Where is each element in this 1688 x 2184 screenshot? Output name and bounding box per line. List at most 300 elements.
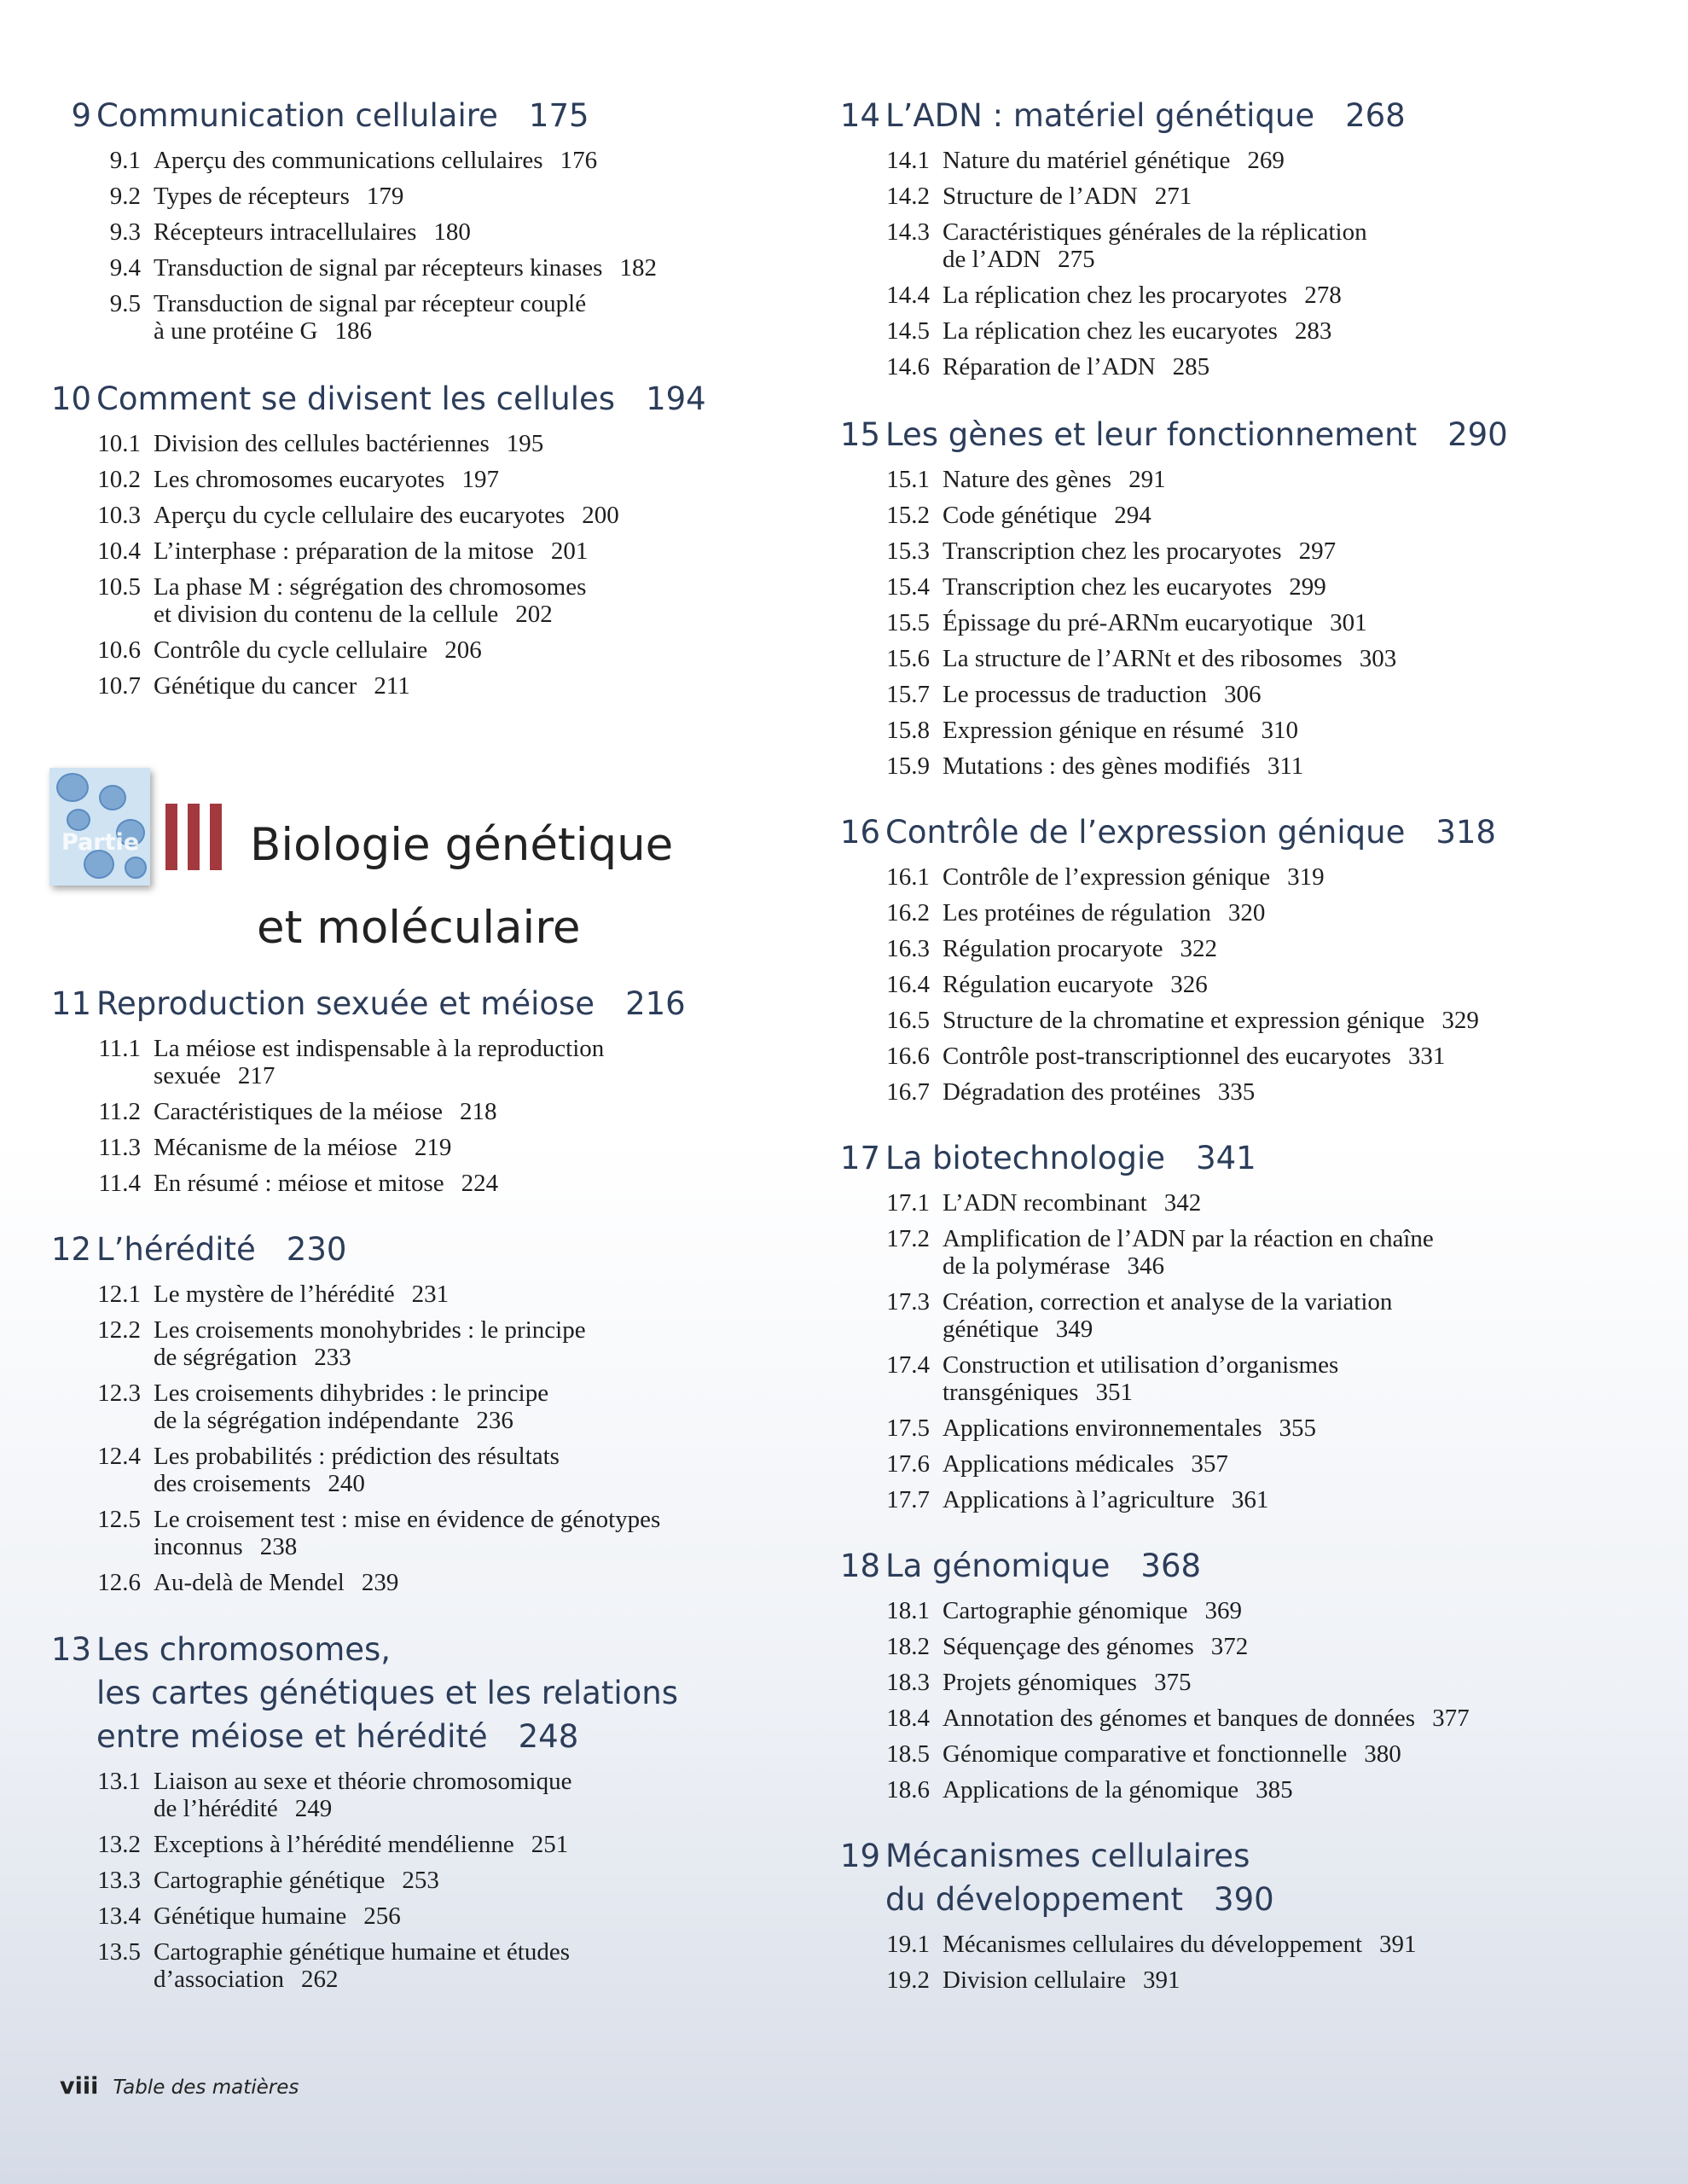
section-page: 310 <box>1261 717 1299 744</box>
section-number: 9.4 <box>109 254 141 282</box>
section-item[interactable] <box>819 147 1406 174</box>
section-page: 355 <box>1279 1414 1316 1442</box>
chapter-title: Mécanismes cellulaires <box>885 1838 1250 1874</box>
chapter-page: 368 <box>1140 1548 1202 1584</box>
section-page: 320 <box>1227 899 1266 926</box>
section-page: 240 <box>328 1470 365 1497</box>
section-item[interactable] <box>30 254 657 282</box>
chapter-15 <box>819 413 1508 788</box>
section-title: Cartographie génétique humaine et études <box>154 1938 570 1966</box>
section-title: Applications à l’agriculture <box>943 1486 1215 1513</box>
section-item[interactable] <box>30 1035 686 1089</box>
chapter-17 <box>819 1136 1434 1522</box>
chapter-heading[interactable] <box>30 94 657 137</box>
section-title: Récepteurs intracellulaires <box>154 218 417 246</box>
section-page: 176 <box>560 147 598 174</box>
section-item[interactable] <box>819 645 1508 672</box>
section-number: 11.4 <box>98 1170 141 1197</box>
section-number: 18.1 <box>886 1597 930 1624</box>
chapter-heading[interactable] <box>819 810 1496 854</box>
section-title-continued: de la ségrégation indépendante <box>154 1407 460 1434</box>
section-item[interactable] <box>819 681 1508 708</box>
section-page: 351 <box>1095 1379 1133 1406</box>
chapter-heading[interactable] <box>30 982 686 1025</box>
section-item[interactable] <box>819 1189 1434 1217</box>
chapter-title: La biotechnologie <box>885 1140 1166 1176</box>
chapter-14 <box>819 94 1406 389</box>
section-title: Mécanismes cellulaires du développement <box>943 1931 1363 1958</box>
section-number: 14.4 <box>886 282 930 309</box>
section-page: 211 <box>374 672 410 700</box>
section-number: 15.5 <box>886 609 930 636</box>
section-title: Régulation eucaryote <box>943 971 1154 998</box>
section-item[interactable] <box>30 1938 678 1993</box>
section-title: Aperçu du cycle cellulaire des eucaryotes <box>154 502 566 529</box>
section-list <box>30 147 657 345</box>
section-page: 180 <box>433 218 471 246</box>
section-page: 301 <box>1330 609 1367 636</box>
section-title: Structure de l’ADN <box>943 183 1138 210</box>
section-item[interactable] <box>819 317 1406 345</box>
section-title: Division cellulaire <box>943 1966 1127 1994</box>
chapter-12 <box>30 1228 660 1605</box>
section-number: 17.2 <box>886 1225 930 1252</box>
section-item[interactable] <box>819 1288 1434 1343</box>
part-title-line2: et moléculaire <box>257 902 581 954</box>
section-item[interactable] <box>30 1134 686 1161</box>
section-title: Transcription chez les procaryotes <box>943 537 1282 565</box>
section-item[interactable] <box>30 1831 678 1858</box>
section-item[interactable] <box>30 183 657 210</box>
section-page: 182 <box>619 254 657 282</box>
section-number: 17.3 <box>886 1288 930 1316</box>
section-title: Séquençage des génomes <box>943 1633 1194 1660</box>
section-title: La réplication chez les procaryotes <box>943 282 1288 309</box>
section-number: 18.3 <box>886 1669 930 1696</box>
section-item[interactable] <box>30 1768 678 1822</box>
section-page: 357 <box>1191 1450 1228 1478</box>
section-item[interactable] <box>30 537 706 565</box>
section-item[interactable] <box>819 218 1406 273</box>
section-item[interactable] <box>30 1867 678 1894</box>
section-title-continued: de l’ADN <box>943 246 1041 273</box>
section-title: Code génétique <box>943 502 1098 529</box>
section-page: 197 <box>461 466 499 493</box>
section-title: Cartographie génomique <box>943 1597 1188 1624</box>
section-page: 236 <box>476 1407 513 1434</box>
section-number: 16.2 <box>886 899 930 926</box>
section-title: Applications de la génomique <box>943 1776 1239 1804</box>
section-page: 217 <box>237 1062 276 1089</box>
section-item[interactable] <box>819 1633 1470 1660</box>
section-number: 18.4 <box>886 1705 930 1732</box>
chapter-16 <box>819 810 1496 1114</box>
part-banner <box>49 768 783 964</box>
chapter-number: 9 <box>71 97 91 134</box>
section-item[interactable] <box>819 1225 1434 1280</box>
section-page: 297 <box>1298 537 1337 565</box>
section-page: 233 <box>314 1344 351 1371</box>
section-number: 9.2 <box>109 183 141 210</box>
section-page: 391 <box>1379 1931 1417 1958</box>
section-title: Liaison au sexe et théorie chromosomique <box>154 1768 572 1795</box>
section-number: 16.6 <box>886 1043 930 1070</box>
section-number: 15.3 <box>886 537 930 565</box>
section-item[interactable] <box>819 282 1406 309</box>
section-page: 269 <box>1247 147 1285 174</box>
section-number: 17.7 <box>886 1486 930 1513</box>
section-title: Épissage du pré-ARNm eucaryotique <box>943 609 1314 636</box>
chapter-9 <box>30 94 657 353</box>
section-number: 13.2 <box>97 1831 141 1858</box>
section-item[interactable] <box>819 1414 1434 1442</box>
chapter-title-line2: du développement <box>885 1881 1184 1918</box>
section-number: 9.3 <box>109 218 141 246</box>
section-title: Projets génomiques <box>943 1669 1137 1696</box>
section-page: 253 <box>402 1867 439 1894</box>
chapter-page: 290 <box>1447 416 1508 453</box>
section-number: 13.4 <box>97 1902 141 1930</box>
section-list <box>819 1189 1434 1513</box>
section-title: Les protéines de régulation <box>943 899 1211 926</box>
section-page: 283 <box>1294 317 1332 345</box>
chapter-title: Les gènes et leur fonctionnement <box>885 416 1418 453</box>
section-number: 9.1 <box>109 147 141 174</box>
chapter-number: 11 <box>50 985 91 1022</box>
chapter-title: La génomique <box>885 1548 1111 1584</box>
section-number: 12.6 <box>97 1569 141 1596</box>
section-page: 206 <box>444 636 482 664</box>
section-item[interactable] <box>819 1078 1496 1106</box>
section-item[interactable] <box>30 1098 686 1125</box>
section-item[interactable] <box>30 636 706 664</box>
section-title-continued: et division du contenu de la cellule <box>154 601 499 628</box>
section-list <box>30 1768 678 1993</box>
section-item[interactable] <box>819 1669 1470 1696</box>
section-page: 391 <box>1143 1966 1180 1994</box>
section-list <box>819 863 1496 1106</box>
section-title: Transcription chez les eucaryotes <box>943 573 1273 601</box>
section-title: Caractéristiques de la méiose <box>154 1098 444 1125</box>
page-number: viii <box>60 2073 99 2100</box>
section-title: Transduction de signal par récepteur couplé <box>154 290 587 317</box>
page-footer <box>60 2073 299 2100</box>
section-item[interactable] <box>819 1740 1470 1768</box>
section-page: 380 <box>1364 1740 1401 1768</box>
section-list <box>819 1931 1417 1994</box>
chapter-11 <box>30 982 686 1205</box>
section-title: Les chromosomes eucaryotes <box>154 466 445 493</box>
section-title: Types de récepteurs <box>154 183 350 210</box>
section-page: 291 <box>1128 466 1166 493</box>
section-page: 195 <box>506 430 544 457</box>
section-page: 326 <box>1170 971 1208 998</box>
section-title: La structure de l’ARNt et des ribosomes <box>943 645 1343 672</box>
chapter-heading[interactable] <box>819 1136 1434 1180</box>
section-item[interactable] <box>819 899 1496 926</box>
section-item[interactable] <box>819 466 1508 493</box>
section-number: 15.8 <box>886 717 930 744</box>
section-title: Réparation de l’ADN <box>943 353 1156 380</box>
section-page: 375 <box>1153 1669 1192 1696</box>
section-page: 275 <box>1058 246 1095 273</box>
section-item[interactable] <box>819 537 1508 565</box>
section-title: Les probabilités : prédiction des résultats <box>154 1443 560 1470</box>
section-number: 15.2 <box>886 502 930 529</box>
chapter-title: Communication cellulaire <box>96 97 498 134</box>
section-title: Aperçu des communications cellulaires <box>154 147 543 174</box>
section-page: 224 <box>461 1170 499 1197</box>
chapter-10 <box>30 377 706 708</box>
chapter-page: 268 <box>1345 97 1406 134</box>
section-number: 10.4 <box>97 537 141 565</box>
section-title: L’ADN recombinant <box>943 1189 1147 1217</box>
chapter-heading[interactable] <box>819 94 1406 137</box>
section-number: 10.2 <box>97 466 141 493</box>
chapter-number: 16 <box>839 814 880 851</box>
section-number: 15.7 <box>886 681 930 708</box>
section-item[interactable] <box>819 717 1508 744</box>
chapter-title-line3: entre méiose et hérédité <box>96 1718 488 1755</box>
chapter-number: 13 <box>50 1631 91 1668</box>
section-item[interactable] <box>30 1569 660 1596</box>
section-title-continued: transgéniques <box>943 1379 1079 1406</box>
section-title: Dégradation des protéines <box>943 1078 1201 1106</box>
section-title: Contrôle du cycle cellulaire <box>154 636 428 664</box>
section-title: Le mystère de l’hérédité <box>154 1281 395 1308</box>
chapter-number: 10 <box>50 380 91 417</box>
chapter-title: L’ADN : matériel génétique <box>885 97 1315 134</box>
chapter-19 <box>819 1834 1417 2002</box>
chapter-title: L’hérédité <box>96 1231 256 1268</box>
chapter-heading[interactable] <box>30 1228 660 1271</box>
chapter-heading[interactable] <box>819 1544 1470 1588</box>
section-title: Contrôle post-transcriptionnel des eucaryotes <box>943 1043 1391 1070</box>
section-page: 278 <box>1304 282 1342 309</box>
section-page: 331 <box>1407 1043 1446 1070</box>
section-item[interactable] <box>30 466 706 493</box>
section-title-continued: des croisements <box>154 1470 311 1497</box>
chapter-title-line2: les cartes génétiques et les relations <box>96 1675 678 1711</box>
section-title: Structure de la chromatine et expression génique <box>943 1007 1425 1034</box>
section-item[interactable] <box>30 1506 660 1560</box>
section-number: 13.5 <box>97 1938 141 1966</box>
section-item[interactable] <box>819 573 1508 601</box>
section-page: 231 <box>411 1281 450 1308</box>
section-item[interactable] <box>30 502 706 529</box>
section-number: 16.3 <box>886 935 930 962</box>
section-item[interactable] <box>819 1486 1434 1513</box>
section-list <box>30 430 706 700</box>
section-page: 329 <box>1441 1007 1479 1034</box>
section-page: 285 <box>1172 353 1210 380</box>
section-title: Mécanisme de la méiose <box>154 1134 397 1161</box>
section-number: 10.6 <box>97 636 141 664</box>
section-title: Contrôle de l’expression génique <box>943 863 1271 891</box>
section-item[interactable] <box>819 1931 1417 1958</box>
section-item[interactable] <box>30 430 706 457</box>
section-item[interactable] <box>30 573 706 628</box>
section-item[interactable] <box>30 147 657 174</box>
chapter-page: 194 <box>646 380 706 417</box>
chapter-number: 14 <box>839 97 880 134</box>
section-item[interactable] <box>819 353 1406 380</box>
section-number: 19.1 <box>886 1931 930 1958</box>
section-page: 238 <box>259 1533 298 1560</box>
chapter-page: 390 <box>1214 1881 1274 1918</box>
section-title: Expression génique en résumé <box>943 717 1244 744</box>
chapter-title: Reproduction sexuée et méiose <box>96 985 595 1022</box>
section-page: 299 <box>1289 573 1326 601</box>
section-item[interactable] <box>30 290 657 345</box>
section-title-continued: sexuée <box>154 1062 221 1089</box>
section-number: 16.1 <box>886 863 930 891</box>
section-number: 16.4 <box>886 971 930 998</box>
section-title: Au-delà de Mendel <box>154 1569 345 1596</box>
part-title-line1: Biologie génétique <box>250 819 674 871</box>
section-page: 303 <box>1359 645 1397 672</box>
section-number: 11.1 <box>98 1035 141 1062</box>
chapter-heading[interactable] <box>819 413 1508 456</box>
section-page: 186 <box>334 317 372 345</box>
section-title: Nature du matériel génétique <box>943 147 1231 174</box>
section-title: Génomique comparative et fonctionnelle <box>943 1740 1348 1768</box>
chapter-number: 15 <box>839 416 880 453</box>
section-title: Division des cellules bactériennes <box>154 430 490 457</box>
section-page: 319 <box>1287 863 1325 891</box>
section-page: 311 <box>1267 752 1304 780</box>
section-page: 346 <box>1127 1252 1164 1280</box>
section-item[interactable] <box>819 935 1496 962</box>
section-item[interactable] <box>30 1316 660 1371</box>
section-item[interactable] <box>819 609 1508 636</box>
section-number: 18.2 <box>886 1633 930 1660</box>
section-item[interactable] <box>819 1450 1434 1478</box>
section-title: Exceptions à l’hérédité mendélienne <box>154 1831 514 1858</box>
section-page: 249 <box>294 1795 333 1822</box>
section-page: 322 <box>1180 935 1217 962</box>
section-item[interactable] <box>30 1902 678 1930</box>
section-number: 15.4 <box>886 573 930 601</box>
chapter-number: 17 <box>839 1140 880 1176</box>
section-item[interactable] <box>30 1443 660 1497</box>
section-item[interactable] <box>819 1043 1496 1070</box>
section-number: 16.5 <box>886 1007 930 1034</box>
chapter-heading[interactable] <box>30 377 706 421</box>
section-item[interactable] <box>819 502 1508 529</box>
section-number: 11.2 <box>98 1098 141 1125</box>
section-item[interactable] <box>819 183 1406 210</box>
section-number: 16.7 <box>886 1078 930 1106</box>
section-title: Construction et utilisation d’organismes <box>943 1351 1339 1379</box>
section-item[interactable] <box>819 863 1496 891</box>
part-title[interactable] <box>250 804 673 969</box>
section-title: Mutations : des gènes modifiés <box>943 752 1250 780</box>
chapter-title: Comment se divisent les cellules <box>96 380 616 417</box>
chapter-heading[interactable] <box>819 1834 1417 1921</box>
section-number: 15.1 <box>886 466 930 493</box>
section-list <box>819 147 1406 380</box>
section-number: 12.4 <box>97 1443 141 1470</box>
section-item[interactable] <box>819 971 1496 998</box>
section-title-continued: de ségrégation <box>154 1344 298 1371</box>
section-number: 12.2 <box>97 1316 141 1344</box>
section-title-continued: inconnus <box>154 1533 243 1560</box>
section-item[interactable] <box>819 1351 1434 1406</box>
section-list <box>819 466 1508 780</box>
section-title: Le croisement test : mise en évidence de génotypes <box>154 1506 661 1533</box>
section-title: Les croisements monohybrides : le principe <box>154 1316 586 1344</box>
section-item[interactable] <box>30 218 657 246</box>
section-title: Caractéristiques générales de la réplication <box>943 218 1367 246</box>
section-number: 14.5 <box>886 317 930 345</box>
section-number: 14.1 <box>886 147 930 174</box>
section-number: 14.3 <box>886 218 930 246</box>
section-number: 18.5 <box>886 1740 930 1768</box>
chapter-13 <box>30 1628 678 2001</box>
section-number: 10.3 <box>97 502 141 529</box>
section-number: 17.4 <box>886 1351 930 1379</box>
section-number: 10.7 <box>97 672 141 700</box>
section-item[interactable] <box>819 1597 1470 1624</box>
section-item[interactable] <box>819 1966 1417 1994</box>
section-item[interactable] <box>819 1705 1470 1732</box>
section-number: 9.5 <box>109 290 141 317</box>
chapter-heading[interactable] <box>30 1628 678 1758</box>
part-thumbnail-image <box>49 768 150 886</box>
section-number: 15.9 <box>886 752 930 780</box>
chapter-title: Contrôle de l’expression génique <box>885 814 1406 851</box>
section-number: 14.6 <box>886 353 930 380</box>
section-item[interactable] <box>30 672 706 700</box>
chapter-page: 248 <box>518 1718 579 1755</box>
chapter-page: 341 <box>1196 1140 1256 1176</box>
section-page: 262 <box>301 1966 339 1993</box>
section-page: 256 <box>363 1902 401 1930</box>
section-title: Génétique humaine <box>154 1902 347 1930</box>
chapter-page: 175 <box>528 97 589 134</box>
section-title: Applications médicales <box>943 1450 1175 1478</box>
section-page: 200 <box>582 502 619 529</box>
section-item[interactable] <box>819 752 1508 780</box>
section-number: 12.3 <box>97 1380 141 1407</box>
section-title: Nature des gènes <box>943 466 1112 493</box>
chapter-page: 216 <box>625 985 686 1022</box>
section-item[interactable] <box>30 1281 660 1308</box>
section-page: 349 <box>1055 1316 1093 1343</box>
section-item[interactable] <box>30 1380 660 1434</box>
section-title-continued: à une protéine G <box>154 317 318 345</box>
part-thumbnail-label: Partie <box>61 829 140 856</box>
section-number: 11.3 <box>98 1134 141 1161</box>
chapter-number: 18 <box>839 1548 880 1584</box>
section-title: Cartographie génétique <box>154 1867 386 1894</box>
section-title: Annotation des génomes et banques de données <box>943 1705 1416 1732</box>
section-list <box>30 1035 686 1197</box>
section-page: 179 <box>366 183 404 210</box>
section-item[interactable] <box>819 1007 1496 1034</box>
running-footer-title: Table des matières <box>113 2077 299 2099</box>
section-page: 377 <box>1432 1705 1470 1732</box>
section-item[interactable] <box>30 1170 686 1197</box>
section-title-continued: génétique <box>943 1316 1039 1343</box>
section-number: 17.1 <box>886 1189 930 1217</box>
section-title: Le processus de traduction <box>943 681 1208 708</box>
section-number: 18.6 <box>886 1776 930 1804</box>
section-number: 12.1 <box>97 1281 141 1308</box>
section-page: 335 <box>1217 1078 1256 1106</box>
section-item[interactable] <box>819 1776 1470 1804</box>
